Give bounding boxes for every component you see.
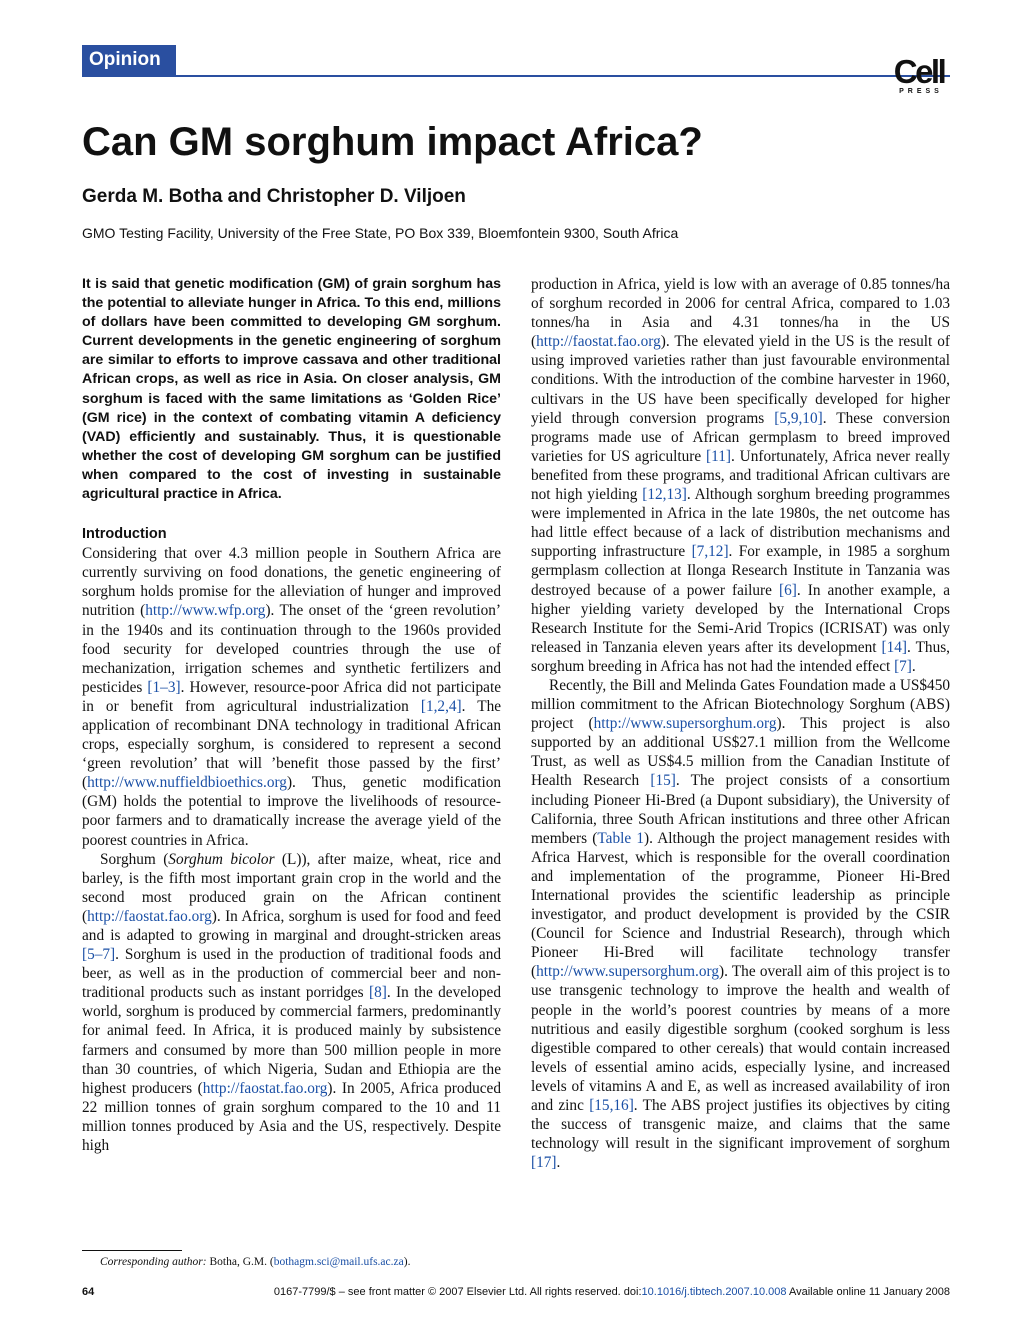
footer-info: 0167-7799/$ – see front matter © 2007 Elsevier Ltd. All rights reserved. doi:10.1016/j.tibtech.2007.10.008 Available online 11 January 2008 bbox=[273, 1286, 950, 1298]
citation-link[interactable]: [12,13] bbox=[642, 486, 687, 504]
article-authors: Gerda M. Botha and Christopher D. Viljoen bbox=[82, 186, 466, 207]
paragraph: Sorghum (Sorghum bicolor (L)), after maize, wheat, rice and barley, is the fifth most important grain crop in the world and the second most produced grain on the African continent (http://faostat.fao.org). In Africa, sorghum is used for food and feed and is adapted to growing in marginal and drought-stricken areas [5–7]. Sorghum is used in the production of traditional foods and beer, as well as in the production of commercial beer and non-traditional products such as instant porridges [8]. In the developed world, sorghum is produced by commercial farmers, predominantly for animal feed. In Africa, it is produced mainly by subsistence farmers and consumed by more than 500 million people in more than 30 countries, of which Nigeria, Sudan and Ethiopia are the highest producers (http://faostat.fao.org). In 2005, Africa produced 22 million tonnes of grain sorghum compared to the 10 and 11 million tonnes produced by Asia and the US, respectively. Despite high bbox=[82, 850, 501, 1155]
abstract: It is said that genetic modification (GM) of grain sorghum has the potential to alleviate hunger in Africa. To this end, millions of dollars have been committed to developing GM sorghum. Current developments in the genetic engineering of sorghum are similar to efforts to improve cassava and other traditional African crops, as well as rice in Asia. On closer analysis, GM sorghum is faced with the same limitations as ‘Golden Rice’ (GM rice) in the context of combating vitamin A deficiency (VAD) efficiently and sustainably. Thus, it is questionable whether the cost of developing GM sorghum can be justified when compared to the cost of investing in sustainable agricultural practice in Africa. bbox=[82, 276, 501, 503]
citation-link[interactable]: [5–7] bbox=[82, 946, 116, 964]
introduction-heading: Introduction bbox=[82, 526, 167, 543]
citation-link[interactable]: [15] bbox=[650, 772, 676, 790]
footnote: Corresponding author: Botha, G.M. (bothagm.sci@mail.ufs.ac.za). bbox=[100, 1256, 411, 1268]
table-link[interactable]: Table 1 bbox=[597, 829, 644, 847]
citation-link[interactable]: [1,2,4] bbox=[420, 697, 462, 715]
citation-link[interactable]: [7,12] bbox=[691, 543, 729, 561]
web-link[interactable]: http://www.supersorghum.org bbox=[536, 963, 719, 981]
citation-link[interactable]: [7] bbox=[894, 657, 912, 675]
logo-subtext: PRESS bbox=[899, 88, 943, 95]
web-link[interactable]: http://www.nuffieldbioethics.org bbox=[87, 774, 287, 792]
paragraph: Considering that over 4.3 million people in Southern Africa are currently surviving on food donations, the genetic engineering of sorghum holds promise for the alleviation of hunger and improved nutrition (http://www.wfp.org). The onset of the ‘green revolution’ in the 1940s and its continuation through to the 1960s provided food security for developed countries through the use of mechanization, irrigation schemes and synthetic fertilizers and pesticides [1–3]. However, resource-poor Africa did not participate in or benefit from agricultural industrialization [1,2,4]. The application of recombinant DNA technology in traditional African crops, especially sorghum, is considered to represent a second ‘green revolution’ that will ’benefit those passed by the first’ (http://www.nuffieldbioethics.org). Thus, genetic modification (GM) holds the potential to improve the livelihoods of resource-poor farmers and to dramatically increase the average yield of the poorest countries in Africa. bbox=[82, 545, 502, 849]
citation-link[interactable]: [11] bbox=[706, 447, 731, 465]
column-left bbox=[82, 275, 501, 1155]
citation-link[interactable]: [1–3] bbox=[147, 678, 181, 696]
cell-press-logo bbox=[888, 53, 950, 96]
paragraph: Recently, the Bill and Melinda Gates Foundation made a US$450 million commitment to the African Biotechnology Sorghum (ABS) project (http://www.supersorghum.org). This project is also supported by an additional US$27.1 million from the Wellcome Trust, as well as US$4.5 million from the Canadian Institute of Health Research [15]. The project consists of a consortium including Pioneer Hi-Bred (a Dupont subsidiary), the University of California, three South African institutions and three other African members (Table 1). Although the project management resides with Africa Harvest, which is responsible for the overall coordination and implementation of the programme, Pioneer Hi-Bred International provides the scientific leadership as principle investigator, and product development is provided by the CSIR (Council for Science and Industrial Research), through which Pioneer Hi-Bred will facilitate technology transfer (http://www.supersorghum.org). The overall aim of this project is to use transgenic technology to improve the health and wealth of people in the world’s poorest countries by means of a more nutritious and easily digestible sorghum (cooked sorghum is less digestible compared to other cereals) that would contain increased levels of essential amino acids, especially lysine, and increased levels of vitamins A and E, as well as increased availability of iron and zinc [15,16]. The ABS project justifies its objectives by citing the success of transgenic maize, and claims that the same technology will result in the significant improvement of sorghum [17]. bbox=[531, 676, 951, 1172]
footnote-rule bbox=[82, 1250, 182, 1251]
web-link[interactable]: http://faostat.fao.org bbox=[202, 1079, 328, 1097]
citation-link[interactable]: [5,9,10] bbox=[774, 409, 823, 427]
page-number: 64 bbox=[82, 1286, 95, 1298]
citation-link[interactable]: [8] bbox=[368, 984, 387, 1002]
citation-link[interactable]: [17] bbox=[531, 1154, 557, 1172]
article-affiliation: GMO Testing Facility, University of the Free State, PO Box 339, Bloemfontein 9300, South Africa bbox=[82, 225, 679, 241]
citation-link[interactable]: [14] bbox=[881, 638, 908, 656]
web-link[interactable]: http://faostat.fao.org bbox=[536, 333, 661, 351]
logo-text: Cell bbox=[893, 53, 945, 90]
web-link[interactable]: http://www.supersorghum.org bbox=[593, 715, 777, 733]
paragraph: production in Africa, yield is low with an average of 0.85 tonnes/ha of sorghum recorded in 2006 for central Africa, compared to 1.03 tonnes/ha in Asia and 4.31 tonnes/ha in the US (http://faostat.fao.org). The elevated yield in the US is the result of using improved varieties rather than just favourable environmental conditions. With the introduction of the combine harvester in 1960, cultivars in the US have been specifically developed for higher yield through conversion programs [5,9,10]. These conversion programs made use of African germplasm to breed improved varieties for US agriculture [11]. Unfortunately, Africa never really benefited from these programs, and traditional African cultivars are not high yielding [12,13]. Although sorghum breeding programmes were implemented in Africa in the late 1980s, the net outcome has had little effect because of a lack of distribution mechanisms and supporting infrastructure [7,12]. For example, in 1985 a sorghum germplasm collection at Ilonga Research Institute in Tanzania was destroyed because of a power failure [6]. In another example, a higher yielding variety developed by the International Crops Research Institute for the Semi-Arid Tropics (ICRISAT) was only released in Tanzania eleven years after its development [14]. Thus, sorghum breeding in Africa has not had the intended effect [7]. bbox=[531, 276, 951, 675]
citation-link[interactable]: [6] bbox=[779, 581, 797, 599]
article-title: Can GM sorghum impact Africa? bbox=[82, 120, 703, 164]
section-badge: Opinion bbox=[82, 45, 176, 75]
citation-link[interactable]: [15,16] bbox=[589, 1097, 634, 1115]
web-link[interactable]: http://faostat.fao.org bbox=[87, 907, 212, 925]
email-link[interactable]: bothagm.sci@mail.ufs.ac.za bbox=[273, 1256, 404, 1268]
doi-link[interactable]: 10.1016/j.tibtech.2007.10.008 bbox=[641, 1286, 787, 1298]
header-rule bbox=[82, 75, 950, 77]
web-link[interactable]: http://www.wfp.org bbox=[145, 602, 266, 620]
column-right bbox=[531, 275, 950, 1172]
